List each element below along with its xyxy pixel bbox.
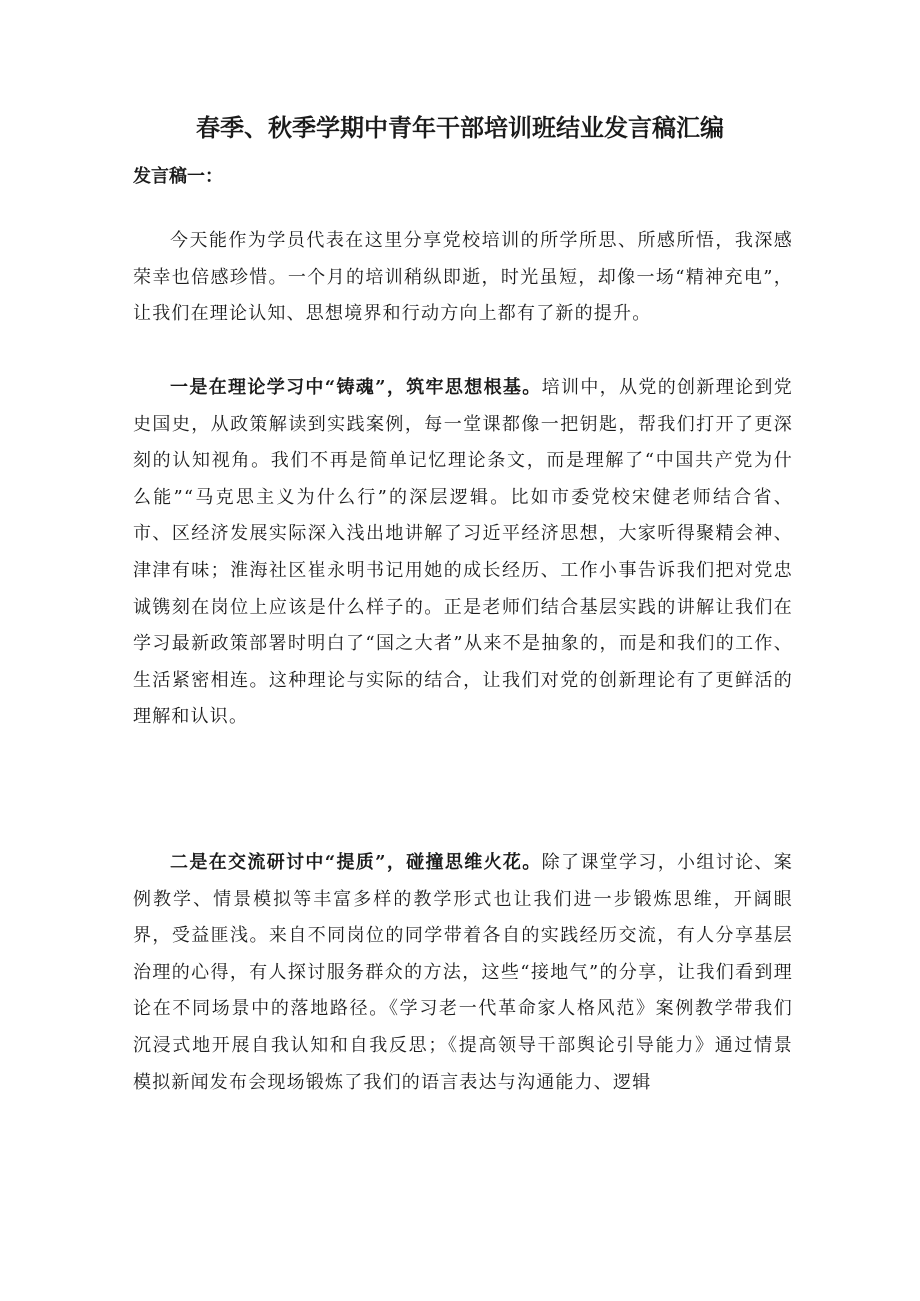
paragraph-exchange-discussion [133,845,793,1101]
document-title: 春季、秋季学期中青年干部培训班结业发言稿汇编 [196,114,724,142]
section-heading: 发言稿一： [133,166,223,187]
paragraph-body: 今天能作为学员代表在这里分享党校培训的所学所思、所感所悟，我深感荣幸也倍感珍惜。一个月的培训稍纵即逝，时光虽短，却像一场“精神充电”，让我们在理论认知、思想境界和行动方向上都有了新的提升。 [133,230,793,325]
paragraph-intro [133,223,793,333]
paragraph-lead: 一是在理论学习中“铸魂”，筑牢思想根基。 [170,377,542,398]
paragraph-lead: 二是在交流研讨中“提质”，碰撞思维火花。 [170,852,542,873]
paragraph-theory-study [133,370,793,736]
paragraph-body: 除了课堂学习，小组讨论、案例教学、情景模拟等丰富多样的教学形式也让我们进一步锻炼思维，开阔眼界，受益匪浅。来自不同岗位的同学带着各自的实践经历交流，有人分享基层治理的心得，有人探讨服务群众的方法，这些“接地气”的分享，让我们看到理论在不同场景中的落地路径。《学习老一代革命家人格风范》案例教学带我们沉浸式地开展自我认知和自我反思；《提高领导干部舆论引导能力》通过情景模拟新闻发布会现场锻炼了我们的语言表达与沟通能力、逻辑 [133,852,793,1093]
paragraph-body: 培训中，从党的创新理论到党史国史，从政策解读到实践案例，每一堂课都像一把钥匙，帮我们打开了更深刻的认知视角。我们不再是简单记忆理论条文，而是理解了“中国共产党为什么能”“马克思主义为什么行”的深层逻辑。比如市委党校宋健老师结合省、市、区经济发展实际深入浅出地讲解了习近平经济思想，大家听得聚精会神、津津有味；淮海社区崔永明书记用她的成长经历、工作小事告诉我们把对党忠诚镌刻在岗位上应该是什么样子的。正是老师们结合基层实践的讲解让我们在学习最新政策部署时明白了“国之大者”从来不是抽象的，而是和我们的工作、生活紧密相连。这种理论与实际的结合，让我们对党的创新理论有了更鲜活的理解和认识。 [133,377,793,728]
